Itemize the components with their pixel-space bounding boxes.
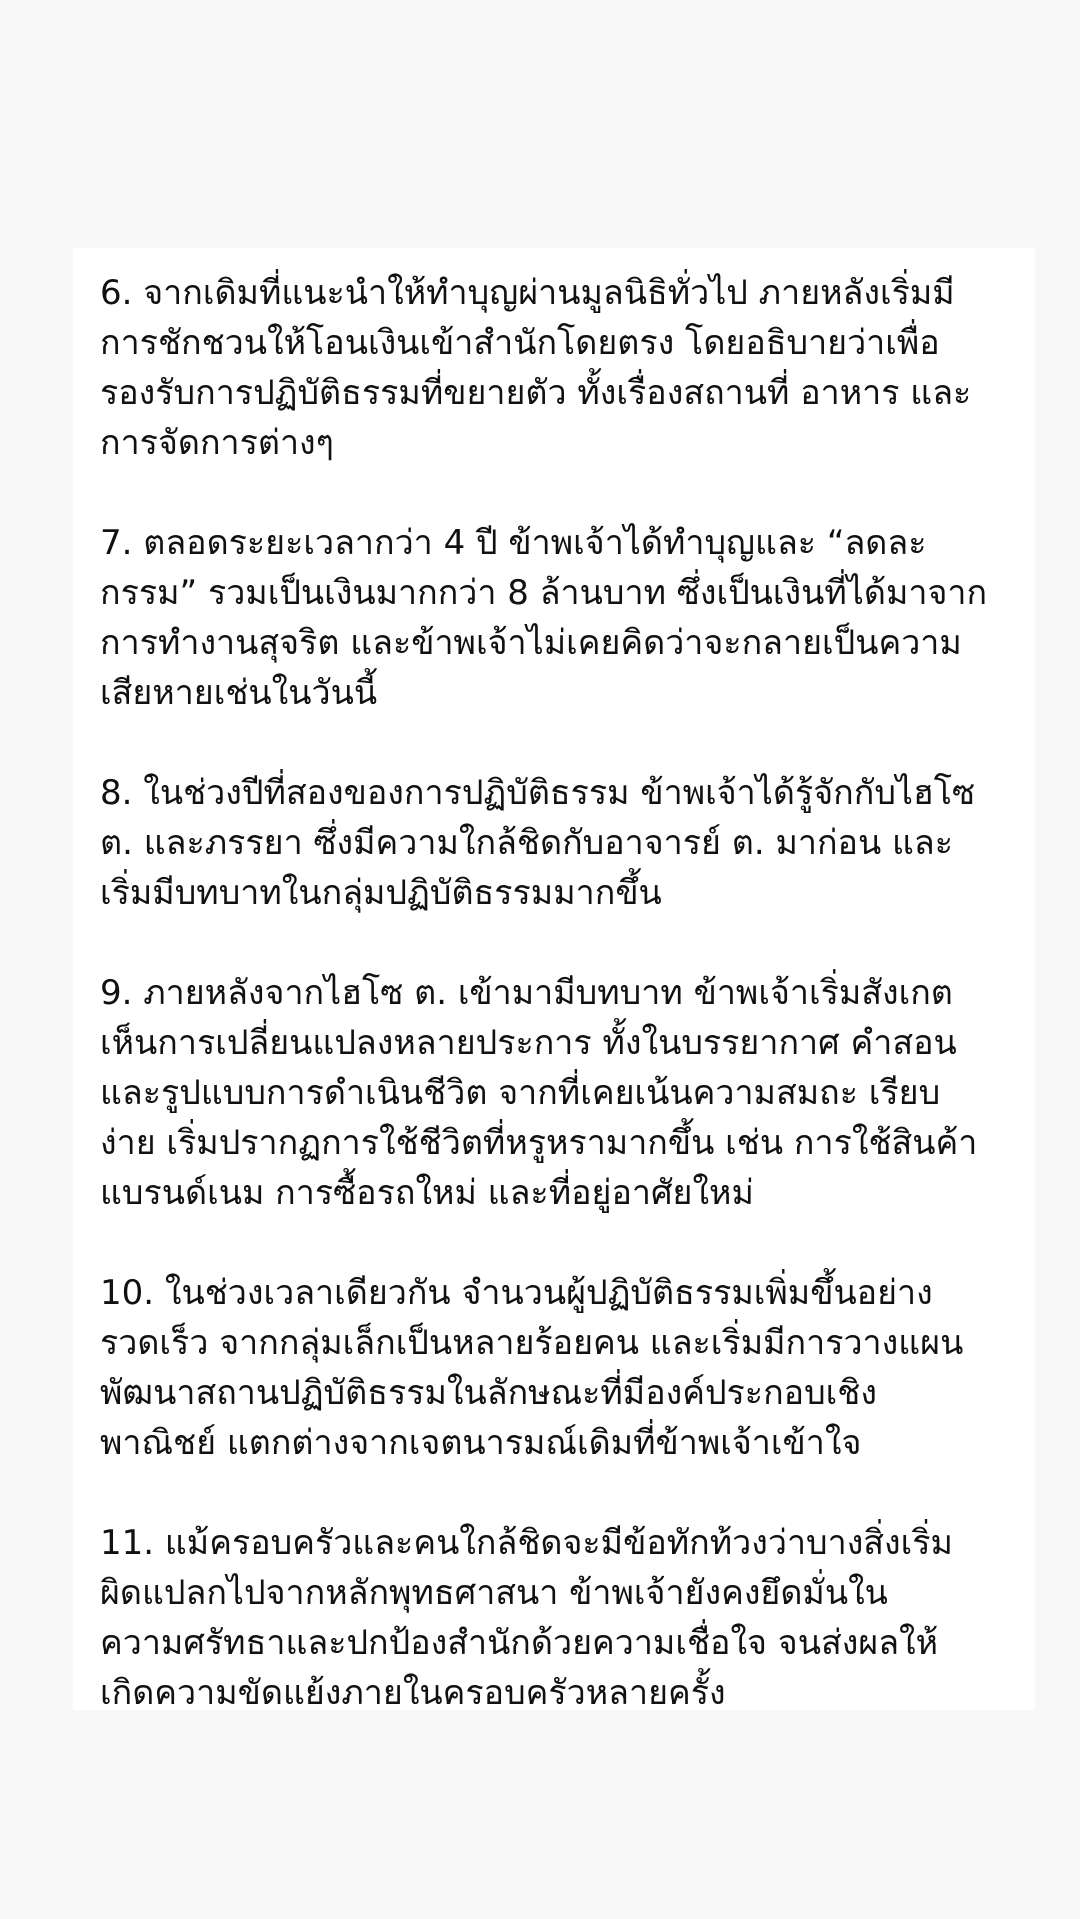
paragraph-line: เริ่มมีบทบาทในกลุ่มปฏิบัติธรรมมากขึ้น (100, 873, 662, 913)
paragraph-line: รองรับการปฏิบัติธรรมที่ขยายตัว ทั้งเรื่องสถานที่ อาหาร และ (100, 373, 972, 413)
paragraph-line: ง่าย เริ่มปรากฏการใช้ชีวิตที่หรูหรามากขึ้น เช่น การใช้สินค้า (100, 1123, 978, 1163)
paragraph-line: พัฒนาสถานปฏิบัติธรรมในลักษณะที่มีองค์ประกอบเชิง (100, 1373, 877, 1413)
paragraph-line: 7. ตลอดระยะเวลากว่า 4 ปี ข้าพเจ้าได้ทำบุญและ “ลดละ (100, 523, 927, 563)
paragraph-line: ผิดแปลกไปจากหลักพุทธศาสนา ข้าพเจ้ายังคงยึดมั่นใน (100, 1573, 888, 1613)
paragraph-line: 9. ภายหลังจากไฮโซ ต. เข้ามามีบทบาท ข้าพเจ้าเริ่มสังเกต (100, 973, 953, 1013)
paragraph-line: 10. ในช่วงเวลาเดียวกัน จำนวนผู้ปฏิบัติธรรมเพิ่มขึ้นอย่าง (100, 1273, 933, 1313)
paragraph-8 (100, 768, 1011, 918)
paragraph-line: เกิดความขัดแย้งภายในครอบครัวหลายครั้ง (100, 1673, 726, 1713)
paragraph-line: การจัดการต่างๆ (100, 423, 334, 463)
paragraph-line: เห็นการเปลี่ยนแปลงหลายประการ ทั้งในบรรยากาศ คำสอน (100, 1023, 957, 1063)
paragraph-line: ความศรัทธาและปกป้องสำนักด้วยความเชื่อใจ จนส่งผลให้ (100, 1623, 939, 1663)
paragraph-7 (100, 518, 1011, 718)
paragraph-11 (100, 1518, 1011, 1718)
paragraph-line: พาณิชย์ แตกต่างจากเจตนารมณ์เดิมที่ข้าพเจ้าเข้าใจ (100, 1423, 862, 1463)
paragraph-line: 8. ในช่วงปีที่สองของการปฏิบัติธรรม ข้าพเจ้าได้รู้จักกับไฮโซ (100, 773, 976, 813)
paragraph-10 (100, 1268, 1011, 1468)
paragraph-line: 11. แม้ครอบครัวและคนใกล้ชิดจะมีข้อทักท้วงว่าบางสิ่งเริ่ม (100, 1523, 953, 1563)
paragraph-line: การทำงานสุจริต และข้าพเจ้าไม่เคยคิดว่าจะกลายเป็นความ (100, 623, 962, 663)
paragraph-line: 6. จากเดิมที่แนะนำให้ทำบุญผ่านมูลนิธิทั่วไป ภายหลังเริ่มมี (100, 273, 955, 313)
paragraph-line: ต. และภรรยา ซึ่งมีความใกล้ชิดกับอาจารย์ ต. มาก่อน และ (100, 823, 954, 863)
paragraph-line: แบรนด์เนม การซื้อรถใหม่ และที่อยู่อาศัยใหม่ (100, 1173, 754, 1213)
paragraph-line: รวดเร็ว จากกลุ่มเล็กเป็นหลายร้อยคน และเริ่มมีการวางแผน (100, 1323, 964, 1363)
paragraph-line: เสียหายเช่นในวันนี้ (100, 673, 378, 713)
paragraph-6 (100, 268, 1011, 468)
paragraph-line: กรรม” รวมเป็นเงินมากกว่า 8 ล้านบาท ซึ่งเป็นเงินที่ได้มาจาก (100, 573, 988, 613)
paragraph-line: การชักชวนให้โอนเงินเข้าสำนักโดยตรง โดยอธิบายว่าเพื่อ (100, 323, 940, 363)
document-card (73, 248, 1035, 1713)
paragraph-9 (100, 968, 1011, 1218)
paragraph-line: และรูปแบบการดำเนินชีวิต จากที่เคยเน้นความสมถะ เรียบ (100, 1073, 941, 1113)
